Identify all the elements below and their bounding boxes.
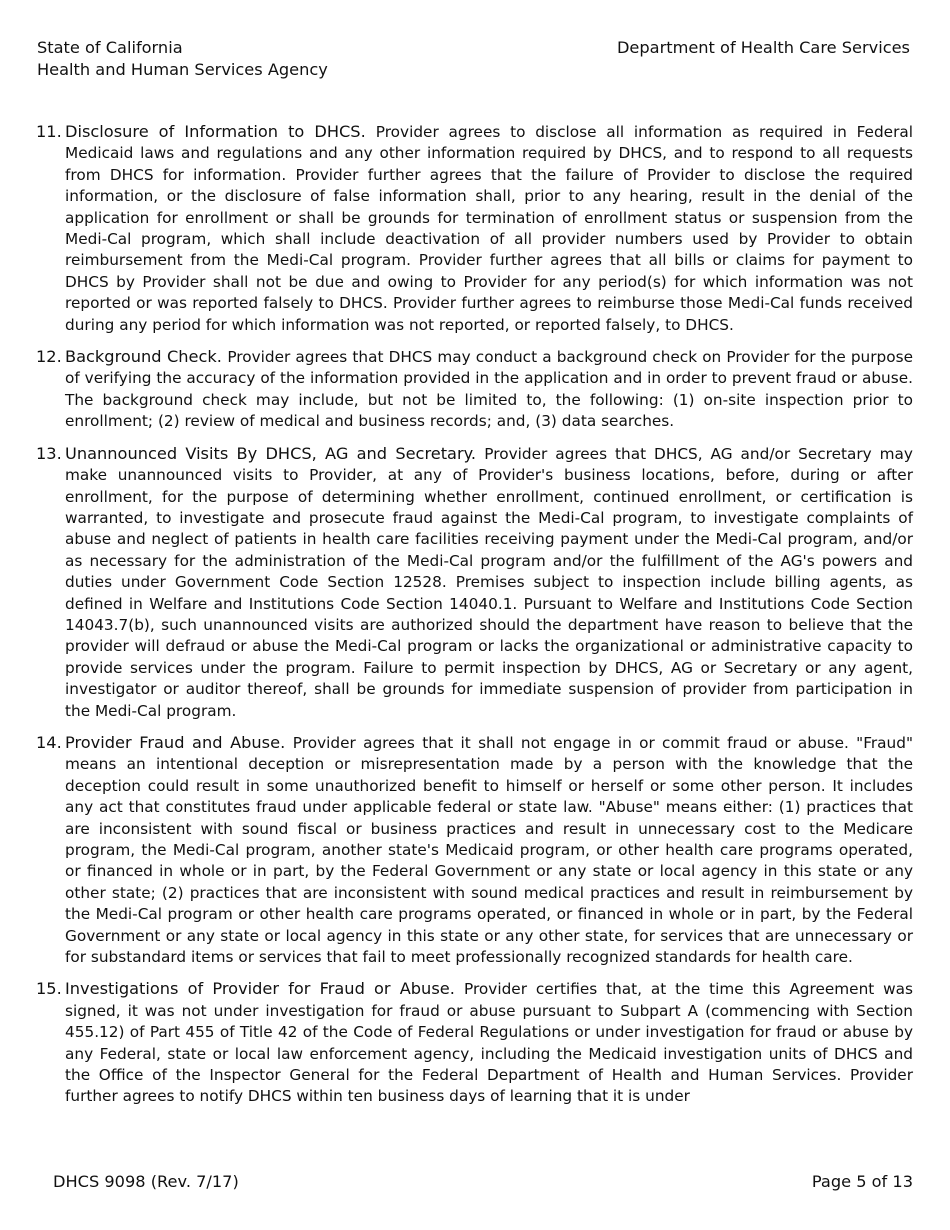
footer-page-number: Page 5 of 13	[811, 1172, 913, 1191]
provision-text: Provider agrees to disclose all information as required in Federal Medicaid laws and regulations and any other information required by DHCS, and to respond to all requests from DHCS for information. Provider further agrees that the failure of Provider to disclose the required information, or the disclosure of false information shall, prior to any hearing, result in the denial of the application for enrollment or shall be grounds for termination of enrollment status or suspension from the Medi-Cal program, which shall include deactivation of all provider numbers used by Provider to obtain reimbursement from the Medi-Cal program. Provider further agrees that all bills or claims for payment to DHCS by Provider shall not be due and owing to Provider for any period(s) for which information was not reported or was reported falsely to DHCS. Provider further agrees to reimburse those Medi-Cal funds received during any period for which information was not reported, or reported falsely, to DHCS.	[65, 123, 913, 334]
provision-number: 11.	[36, 122, 62, 141]
header-state: State of California	[37, 38, 183, 57]
provision-number: 14.	[36, 732, 62, 752]
provision-text: Provider agrees that DHCS, AG and/or Secretary may make unannounced visits to Provider, at any of Provider's business locations, before, during or after enrollment, for the purpose of determining whether enrollment, continued enrollment, or certification is warranted, to investigate and prosecute fraud against the Medi-Cal program, to investigate complaints of abuse and neglect of patients in health care facilities receiving payment under the Medi-Cal program, and/or as necessary for the administration of the Medi-Cal program and/or the fulfillment of the AG's powers and duties under Government Code Section 12528. Premises subject to inspection include billing agents, as defined in Welfare and Institutions Code Section 14040.1. Pursuant to Welfare and Institutions Code Section 14043.7(b), such unannounced visits are authorized should the department have reason to believe that the provider will defraud or abuse the Medi-Cal program or lacks the organizational or administrative capacity to provide services under the program. Failure to permit inspection by DHCS, AG or Secretary or any agent, investigator or auditor thereof, shall be grounds for immediate suspension of provider from participation in the Medi-Cal program.	[65, 444, 913, 720]
provision-text: Provider certifies that, at the time this Agreement was signed, it was not under investigation for fraud or abuse pursuant to Subpart A (commencing with Section 455.12) of Part 455 of Title 42 of the Code of Federal Regulations or under investigation for fraud or abuse by any Federal, state or local law enforcement agency, including the Medicaid investigation units of DHCS and the Office of the Inspector General for the Federal Department of Health and Human Services. Provider further agrees to notify DHCS within ten business days of learning that it is under	[65, 980, 914, 1106]
provision-title: Provider Fraud and Abuse.	[65, 732, 293, 752]
header-department: Department of Health Care Services	[616, 38, 910, 57]
provision-number: 15.	[36, 979, 62, 999]
provision-title: Disclosure of Information to DHCS.	[65, 122, 376, 141]
provision-text: Provider agrees that it shall not engage in or commit fraud or abuse. "Fraud" means an intentional deception or misrepresentation made by a person with the knowledge that the deception could result in some unauthorized benefit to himself or herself or some other person. It includes any act that constitutes fraud under applicable federal or state law. "Abuse" means either: (1) practices that are inconsistent with sound fiscal or business practices and result in unnecessary cost to the Medicare program, the Medi-Cal program, another state's Medicaid program, or other health care programs operated, or financed in whole or in part, by the Federal Government or any state or local agency in this state or any other state; (2) practices that are inconsistent with sound medical practices and result in reimbursement by the Medi-Cal program or other health care programs operated, or financed in whole or in part, by the Federal Government or any state or local agency in this state or any other state, for services that are unnecessary or for substandard items or services that fail to meet professionally recognized standards for health care.	[65, 733, 913, 967]
footer-form-number: DHCS 9098 (Rev. 7/17)	[53, 1172, 239, 1191]
provision-title: Unannounced Visits By DHCS, AG and Secretary.	[65, 443, 485, 463]
provisions-list	[36, 121, 913, 1118]
provision-number: 13.	[36, 443, 62, 463]
provision-text: Provider agrees that DHCS may conduct a background check on Provider for the purpose of verifying the accuracy of the information provided in the application and in order to prevent fraud or abuse. The background check may include, but not be limited to, the following: (1) on-site inspection prior to enrollment; (2) review of medical and business records; and, (3) data searches.	[65, 348, 913, 431]
provision-item-15	[36, 978, 913, 1107]
provision-title: Background Check.	[65, 347, 228, 367]
provision-item-14	[36, 732, 913, 968]
provision-item-11	[36, 121, 913, 336]
provision-title: Investigations of Provider for Fraud or Abuse.	[65, 979, 465, 999]
provision-number: 12.	[36, 347, 62, 367]
provision-item-12	[36, 346, 913, 433]
header-agency-block	[37, 37, 328, 81]
provision-item-13	[36, 443, 913, 722]
header-agency: Health and Human Services Agency	[37, 60, 328, 79]
